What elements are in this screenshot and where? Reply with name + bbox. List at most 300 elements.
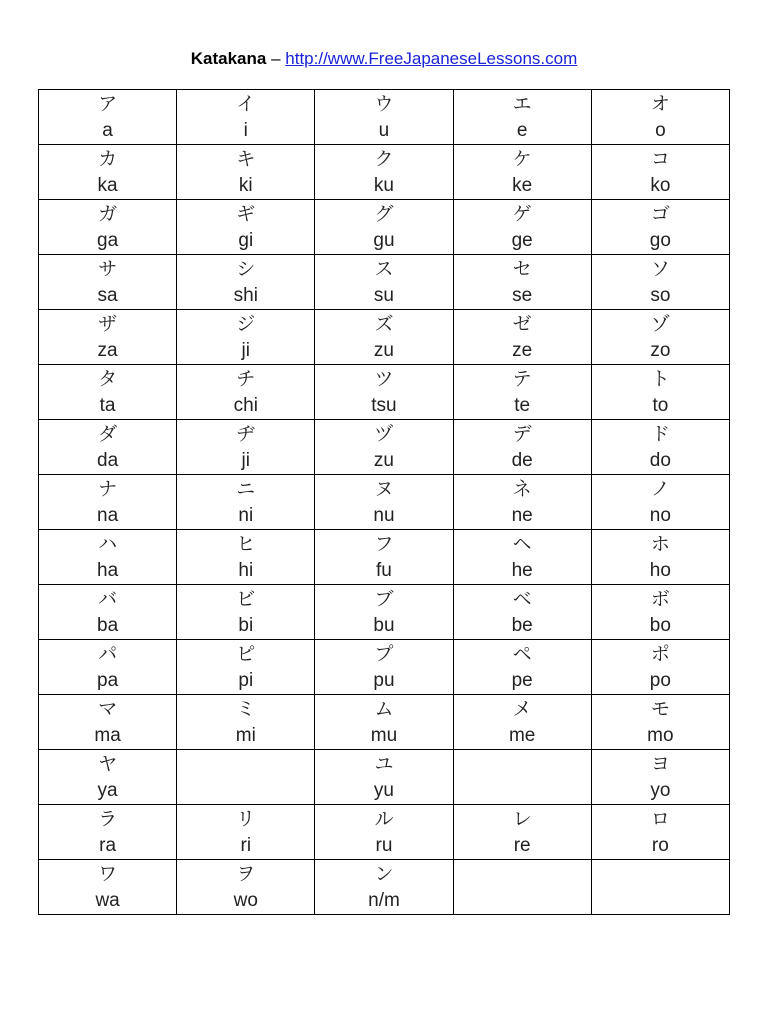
- kana-cell-content: [454, 530, 591, 584]
- kana-cell: [39, 420, 177, 475]
- romaji-reading: sa: [97, 285, 118, 306]
- kana-cell: [591, 805, 729, 860]
- kana-cell-content: [39, 640, 176, 694]
- romaji-reading: e: [516, 120, 528, 141]
- romaji-reading: n/m: [368, 890, 400, 911]
- page-title: Katakana: [190, 49, 267, 68]
- kana-cell: [177, 860, 315, 915]
- katakana-character: シ: [236, 258, 256, 280]
- kana-cell-content: [177, 860, 314, 914]
- katakana-character: ペ: [512, 643, 532, 665]
- romaji-reading: da: [97, 450, 119, 471]
- kana-cell: [39, 310, 177, 365]
- kana-cell-content: [177, 475, 314, 529]
- kana-cell-content: [454, 145, 591, 199]
- katakana-character: バ: [98, 588, 118, 610]
- kana-cell-content: [39, 805, 176, 859]
- kana-cell: [39, 475, 177, 530]
- kana-cell-content: [177, 200, 314, 254]
- kana-cell-content: [39, 200, 176, 254]
- romaji-reading: fu: [376, 560, 392, 581]
- katakana-character: ロ: [650, 808, 670, 830]
- kana-cell: [177, 420, 315, 475]
- kana-cell: [177, 585, 315, 640]
- katakana-character: ゴ: [650, 203, 670, 225]
- kana-cell-content: [592, 420, 729, 474]
- romaji-reading: ku: [373, 175, 394, 196]
- table-row: [39, 475, 730, 530]
- kana-cell: [39, 750, 177, 805]
- kana-cell-content: [454, 805, 591, 859]
- kana-cell: [39, 695, 177, 750]
- kana-cell: [177, 695, 315, 750]
- romaji-reading: i: [243, 120, 248, 141]
- table-row: [39, 860, 730, 915]
- romaji-reading: nu: [373, 505, 395, 526]
- kana-cell-content: [315, 695, 452, 749]
- kana-cell: [315, 90, 453, 145]
- katakana-character: ダ: [98, 423, 118, 445]
- kana-cell: [315, 200, 453, 255]
- table-row: [39, 365, 730, 420]
- kana-cell: [177, 640, 315, 695]
- kana-cell-content: [177, 585, 314, 639]
- romaji-reading: yu: [373, 780, 394, 801]
- kana-cell-content: [39, 255, 176, 309]
- kana-cell-content: [315, 640, 452, 694]
- kana-cell: [453, 530, 591, 585]
- kana-cell: [591, 530, 729, 585]
- kana-cell-content: [177, 90, 314, 144]
- kana-cell-content: [592, 860, 729, 914]
- katakana-character: ゾ: [650, 313, 670, 335]
- kana-cell-content: [39, 145, 176, 199]
- kana-cell-content: [592, 530, 729, 584]
- kana-cell-content: [315, 90, 452, 144]
- table-row: [39, 640, 730, 695]
- romaji-reading: ba: [97, 615, 119, 636]
- romaji-reading: mo: [647, 725, 674, 746]
- kana-cell: [315, 695, 453, 750]
- katakana-character: ハ: [98, 533, 118, 555]
- kana-cell: [315, 585, 453, 640]
- kana-cell-content: [315, 585, 452, 639]
- katakana-character: ベ: [512, 588, 532, 610]
- kana-cell: [591, 365, 729, 420]
- romaji-reading: za: [97, 340, 118, 361]
- romaji-reading: ke: [512, 175, 533, 196]
- romaji-reading: gi: [238, 230, 254, 251]
- kana-cell: [591, 255, 729, 310]
- romaji-reading: ri: [240, 835, 252, 856]
- kana-cell-content: [315, 365, 452, 419]
- katakana-character: ゼ: [512, 313, 532, 335]
- kana-cell: [315, 750, 453, 805]
- kana-cell-content: [592, 805, 729, 859]
- kana-cell: [591, 585, 729, 640]
- romaji-reading: ji: [241, 340, 250, 361]
- katakana-character: フ: [374, 533, 394, 555]
- kana-cell-content: [39, 695, 176, 749]
- katakana-character: セ: [512, 258, 532, 280]
- kana-cell: [315, 310, 453, 365]
- romaji-reading: he: [511, 560, 533, 581]
- katakana-character: ブ: [374, 588, 394, 610]
- katakana-character: コ: [650, 148, 670, 170]
- kana-cell: [39, 805, 177, 860]
- kana-cell-content: [592, 695, 729, 749]
- kana-cell-content: [592, 640, 729, 694]
- kana-cell-content: [315, 750, 452, 804]
- katakana-character: ラ: [98, 808, 118, 830]
- katakana-character: ガ: [98, 203, 118, 225]
- romaji-reading: so: [650, 285, 671, 306]
- katakana-character: レ: [512, 808, 532, 830]
- kana-cell-content: [315, 310, 452, 364]
- romaji-reading: ya: [97, 780, 118, 801]
- katakana-character: ユ: [374, 753, 394, 775]
- kana-cell: [39, 145, 177, 200]
- katakana-character: ピ: [236, 643, 256, 665]
- kana-cell: [39, 860, 177, 915]
- table-row: [39, 200, 730, 255]
- katakana-character: ヤ: [98, 753, 118, 775]
- kana-cell-content: [39, 530, 176, 584]
- romaji-reading: ta: [99, 395, 116, 416]
- kana-cell: [591, 420, 729, 475]
- katakana-character: ソ: [650, 258, 670, 280]
- kana-cell: [591, 695, 729, 750]
- katakana-character: ヘ: [512, 533, 532, 555]
- romaji-reading: ne: [511, 505, 533, 526]
- katakana-character: ト: [650, 368, 670, 390]
- table-row: [39, 255, 730, 310]
- romaji-reading: ze: [512, 340, 533, 361]
- katakana-character: ケ: [512, 148, 532, 170]
- kana-cell-content: [39, 420, 176, 474]
- katakana-character: ル: [374, 808, 394, 830]
- kana-cell: [453, 420, 591, 475]
- kana-cell: [591, 750, 729, 805]
- katakana-character: マ: [98, 698, 118, 720]
- title-separator: –: [266, 49, 286, 68]
- kana-cell-content: [592, 145, 729, 199]
- kana-cell-content: [39, 365, 176, 419]
- kana-cell: [453, 585, 591, 640]
- kana-cell: [177, 750, 315, 805]
- romaji-reading: pu: [373, 670, 395, 691]
- kana-cell-content: [454, 640, 591, 694]
- kana-cell-content: [592, 310, 729, 364]
- kana-cell: [177, 310, 315, 365]
- kana-cell: [315, 475, 453, 530]
- kana-cell-content: [454, 310, 591, 364]
- kana-cell: [315, 640, 453, 695]
- katakana-character: ム: [374, 698, 394, 720]
- katakana-character: ミ: [236, 698, 256, 720]
- kana-cell-content: [315, 530, 452, 584]
- romaji-reading: zu: [373, 450, 394, 471]
- romaji-reading: ro: [651, 835, 669, 856]
- romaji-reading: re: [513, 835, 531, 856]
- romaji-reading: pe: [511, 670, 533, 691]
- katakana-character: ス: [374, 258, 394, 280]
- kana-cell: [177, 365, 315, 420]
- katakana-character: イ: [236, 93, 256, 115]
- table-row: [39, 420, 730, 475]
- kana-cell-content: [177, 695, 314, 749]
- kana-cell: [453, 200, 591, 255]
- kana-cell: [453, 255, 591, 310]
- katakana-character: ギ: [236, 203, 256, 225]
- kana-cell-content: [315, 475, 452, 529]
- katakana-character: テ: [512, 368, 532, 390]
- kana-cell: [177, 145, 315, 200]
- romaji-reading: shi: [233, 285, 258, 306]
- romaji-reading: su: [373, 285, 394, 306]
- kana-cell-content: [315, 805, 452, 859]
- katakana-character: プ: [374, 643, 394, 665]
- kana-cell: [315, 255, 453, 310]
- kana-cell: [177, 200, 315, 255]
- kana-cell: [39, 255, 177, 310]
- kana-cell-content: [39, 475, 176, 529]
- table-row: [39, 310, 730, 365]
- katakana-character: ヒ: [236, 533, 256, 555]
- kana-cell-content: [592, 200, 729, 254]
- katakana-character: チ: [236, 368, 256, 390]
- kana-cell-content: [454, 695, 591, 749]
- kana-cell: [39, 530, 177, 585]
- romaji-reading: yo: [650, 780, 671, 801]
- kana-cell: [453, 475, 591, 530]
- kana-cell: [453, 365, 591, 420]
- kana-cell: [453, 750, 591, 805]
- kana-cell: [453, 805, 591, 860]
- kana-cell-content: [454, 255, 591, 309]
- romaji-reading: wa: [95, 890, 120, 911]
- katakana-character: サ: [98, 258, 118, 280]
- romaji-reading: pi: [238, 670, 254, 691]
- katakana-character: ザ: [98, 313, 118, 335]
- kana-cell: [39, 90, 177, 145]
- kana-cell-content: [315, 200, 452, 254]
- katakana-character: ア: [98, 93, 118, 115]
- romaji-reading: o: [655, 120, 666, 141]
- kana-cell-content: [39, 860, 176, 914]
- kana-cell: [453, 90, 591, 145]
- romaji-reading: ra: [99, 835, 117, 856]
- kana-cell: [39, 365, 177, 420]
- kana-cell: [315, 145, 453, 200]
- katakana-character: ゲ: [512, 203, 532, 225]
- table-row: [39, 145, 730, 200]
- katakana-character: メ: [512, 698, 532, 720]
- katakana-character: パ: [98, 643, 118, 665]
- romaji-reading: de: [511, 450, 533, 471]
- romaji-reading: zu: [373, 340, 394, 361]
- romaji-reading: me: [508, 725, 536, 746]
- katakana-character: モ: [650, 698, 670, 720]
- kana-cell-content: [454, 420, 591, 474]
- romaji-reading: go: [649, 230, 671, 251]
- katakana-character: ボ: [650, 588, 670, 610]
- kana-cell-content: [454, 90, 591, 144]
- kana-cell: [453, 145, 591, 200]
- kana-cell: [591, 90, 729, 145]
- romaji-reading: bo: [649, 615, 671, 636]
- kana-cell: [591, 145, 729, 200]
- kana-cell: [453, 310, 591, 365]
- kana-cell: [591, 200, 729, 255]
- romaji-reading: po: [649, 670, 671, 691]
- katakana-character: ニ: [236, 478, 256, 500]
- kana-cell: [315, 530, 453, 585]
- romaji-reading: ru: [375, 835, 393, 856]
- kana-cell-content: [592, 585, 729, 639]
- katakana-character: ジ: [236, 313, 256, 335]
- romaji-reading: be: [511, 615, 533, 636]
- kana-cell-content: [177, 420, 314, 474]
- kana-cell-content: [454, 365, 591, 419]
- kana-cell: [39, 200, 177, 255]
- table-row: [39, 585, 730, 640]
- katakana-character: ヂ: [236, 423, 256, 445]
- romaji-reading: no: [649, 505, 671, 526]
- kana-cell-content: [39, 750, 176, 804]
- kana-cell-content: [315, 860, 452, 914]
- romaji-reading: chi: [233, 395, 258, 416]
- kana-cell-content: [592, 475, 729, 529]
- katakana-table-body: [39, 90, 730, 915]
- kana-cell-content: [454, 200, 591, 254]
- kana-cell: [177, 255, 315, 310]
- romaji-reading: zo: [650, 340, 671, 361]
- kana-cell: [591, 640, 729, 695]
- katakana-character: ズ: [374, 313, 394, 335]
- katakana-character: ビ: [236, 588, 256, 610]
- katakana-character: ノ: [650, 478, 670, 500]
- kana-cell: [315, 420, 453, 475]
- katakana-character: カ: [98, 148, 118, 170]
- katakana-character: ヨ: [650, 753, 670, 775]
- table-row: [39, 805, 730, 860]
- romaji-reading: bi: [238, 615, 254, 636]
- kana-cell-content: [177, 255, 314, 309]
- website-link[interactable]: http://www.FreeJapaneseLessons.com: [285, 49, 578, 68]
- katakana-character: ネ: [512, 478, 532, 500]
- romaji-reading: to: [652, 395, 669, 416]
- katakana-character: エ: [512, 93, 532, 115]
- katakana-character: グ: [374, 203, 394, 225]
- kana-cell-content: [592, 365, 729, 419]
- kana-cell: [177, 530, 315, 585]
- kana-cell-content: [592, 750, 729, 804]
- table-row: [39, 90, 730, 145]
- kana-cell-content: [315, 255, 452, 309]
- kana-cell: [39, 640, 177, 695]
- kana-cell: [591, 860, 729, 915]
- katakana-character: ポ: [650, 643, 670, 665]
- table-row: [39, 695, 730, 750]
- romaji-reading: a: [102, 120, 113, 141]
- romaji-reading: ga: [97, 230, 119, 251]
- romaji-reading: ge: [511, 230, 533, 251]
- romaji-reading: gu: [373, 230, 395, 251]
- kana-cell: [177, 90, 315, 145]
- katakana-character: キ: [236, 148, 256, 170]
- romaji-reading: ma: [94, 725, 121, 746]
- kana-cell-content: [177, 805, 314, 859]
- katakana-character: ヌ: [374, 478, 394, 500]
- katakana-character: ヲ: [236, 863, 256, 885]
- romaji-reading: pa: [97, 670, 119, 691]
- page-header: [0, 46, 768, 72]
- romaji-reading: ka: [97, 175, 118, 196]
- table-row: [39, 750, 730, 805]
- katakana-character: ナ: [98, 478, 118, 500]
- kana-cell-content: [39, 585, 176, 639]
- romaji-reading: do: [649, 450, 671, 471]
- katakana-character: デ: [512, 423, 532, 445]
- kana-cell-content: [39, 90, 176, 144]
- kana-cell: [315, 365, 453, 420]
- romaji-reading: wo: [233, 890, 258, 911]
- katakana-table: [38, 89, 730, 915]
- katakana-character: ウ: [374, 93, 394, 115]
- kana-cell: [453, 695, 591, 750]
- kana-cell: [177, 475, 315, 530]
- katakana-character: ツ: [374, 368, 394, 390]
- kana-cell-content: [177, 640, 314, 694]
- romaji-reading: na: [97, 505, 119, 526]
- kana-cell-content: [592, 90, 729, 144]
- katakana-character: ン: [374, 863, 394, 885]
- kana-cell: [315, 860, 453, 915]
- kana-cell: [591, 475, 729, 530]
- katakana-character: ワ: [98, 863, 118, 885]
- katakana-character: ク: [374, 148, 394, 170]
- kana-cell: [39, 585, 177, 640]
- katakana-character: ヅ: [374, 423, 394, 445]
- kana-cell-content: [39, 310, 176, 364]
- romaji-reading: ho: [649, 560, 671, 581]
- katakana-character: オ: [650, 93, 670, 115]
- kana-cell-content: [177, 365, 314, 419]
- romaji-reading: te: [514, 395, 531, 416]
- table-row: [39, 530, 730, 585]
- kana-cell-content: [592, 255, 729, 309]
- kana-cell-content: [177, 750, 314, 804]
- romaji-reading: tsu: [371, 395, 397, 416]
- kana-cell-content: [454, 475, 591, 529]
- kana-cell: [315, 805, 453, 860]
- romaji-reading: ni: [238, 505, 254, 526]
- katakana-character: ホ: [650, 533, 670, 555]
- kana-cell-content: [454, 585, 591, 639]
- kana-cell-content: [454, 860, 591, 914]
- romaji-reading: mu: [370, 725, 398, 746]
- kana-cell-content: [177, 310, 314, 364]
- kana-cell-content: [177, 530, 314, 584]
- katakana-character: リ: [236, 808, 256, 830]
- kana-cell: [453, 860, 591, 915]
- romaji-reading: ha: [97, 560, 119, 581]
- kana-cell-content: [454, 750, 591, 804]
- romaji-reading: hi: [238, 560, 254, 581]
- katakana-character: タ: [98, 368, 118, 390]
- romaji-reading: mi: [235, 725, 256, 746]
